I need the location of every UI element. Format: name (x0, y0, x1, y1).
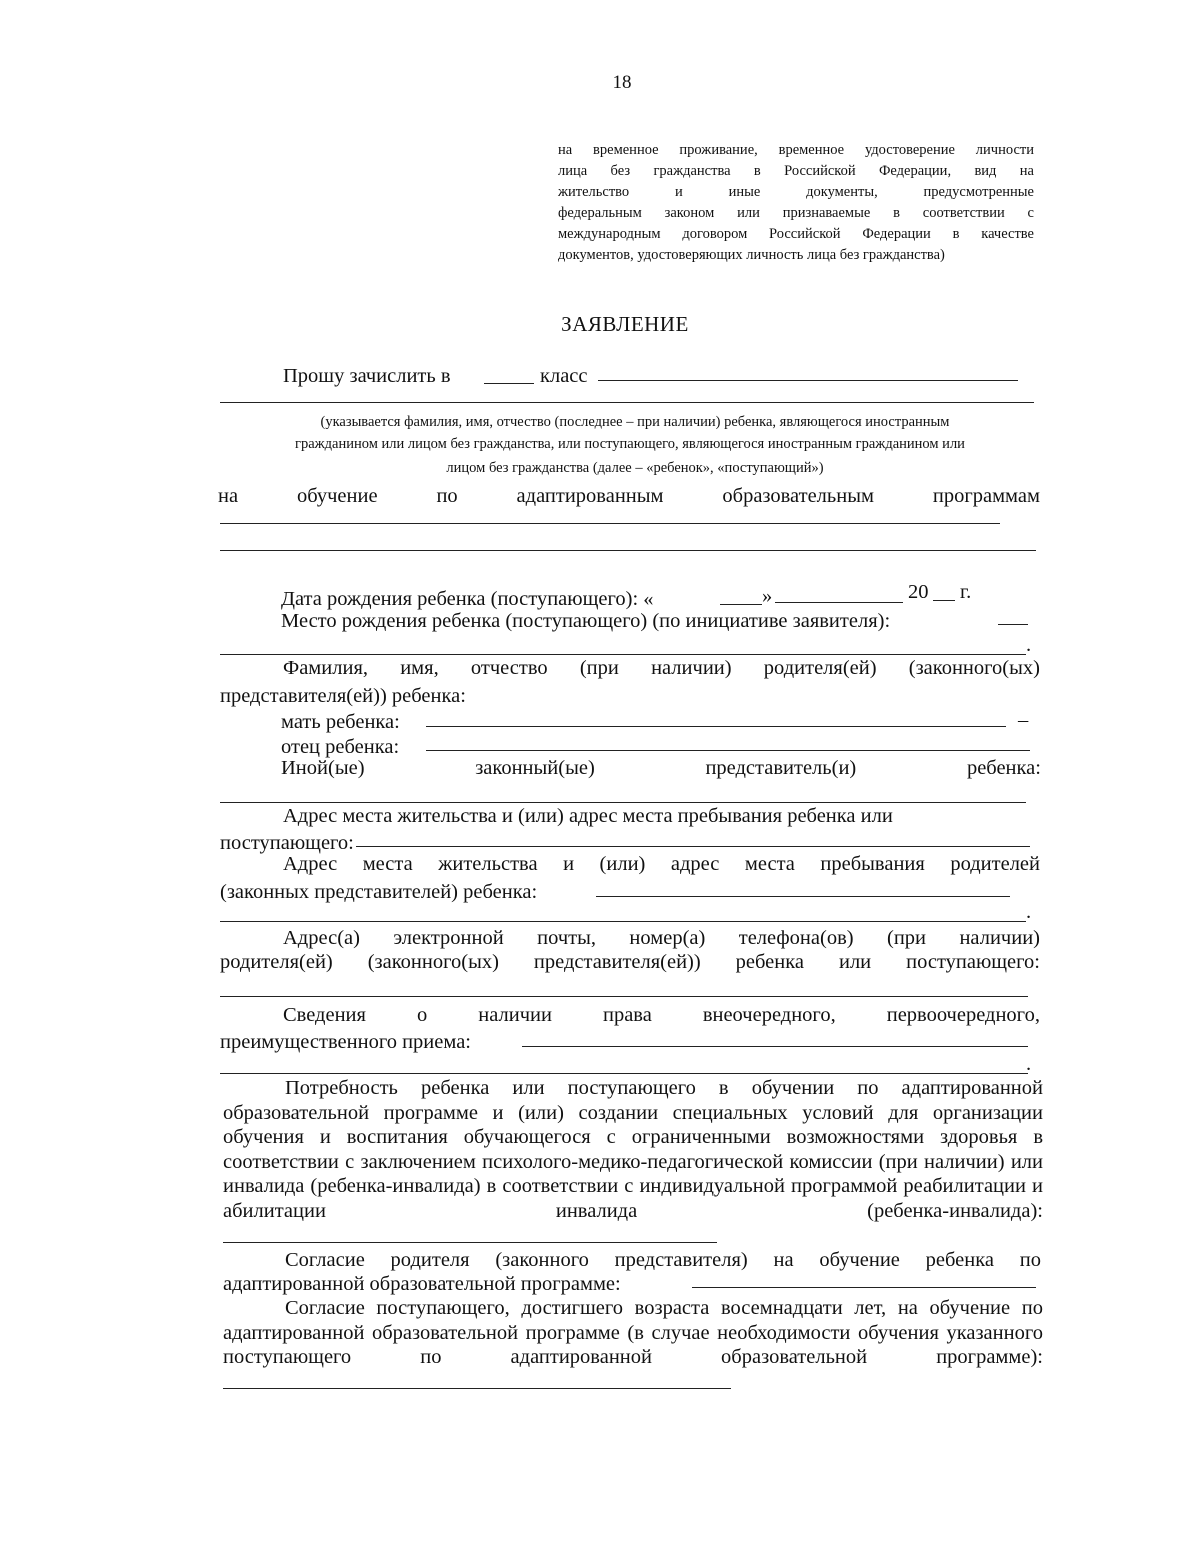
quote-close: » (762, 585, 773, 607)
birth-date-label: Дата рождения ребенка (поступающего): « (281, 588, 654, 610)
year-prefix: 20 (908, 581, 929, 603)
word: отчество (470, 657, 548, 679)
parents-heading (283, 656, 1040, 680)
other-representatives-label (281, 756, 1041, 780)
child-address-field[interactable] (356, 846, 1030, 847)
word: по (436, 485, 458, 507)
note-line: на временное проживание, временное удостоверение личности (558, 142, 1034, 158)
word: о (416, 1004, 428, 1026)
word: на (218, 485, 239, 507)
word: первоочередного, (886, 1004, 1040, 1026)
child-name-field[interactable] (220, 402, 1034, 403)
adult-consent-text: Согласие поступающего, достигшего возраста восемнадцати лет, на обучение по адаптированной образовательной программе (в случае необходимости обучения указанного поступающего по адаптированной образовательной программе): (223, 1297, 1043, 1369)
period: . (1026, 1053, 1032, 1075)
word: внеочередного, (702, 1004, 836, 1026)
class-number-field[interactable] (484, 383, 534, 384)
special-conditions-text: Потребность ребенка или поступающего в обучении по адаптированной образовательной программе и (или) создании специальных условий для организации обучения и воспитания обучающегося с ограниченными возможностями здоровья в соответствии с заключением психолого-медико-педагогической комиссии (при наличии) или инвалида (ребенка-инвалида) в соответствии с индивидуальной программой реабилитации и абилитации инвалида (ребенка-инвалида): (223, 1077, 1043, 1222)
page-number: 18 (612, 72, 632, 93)
birth-place-label: Место рождения ребенка (поступающего) (по инициативе заявителя): (281, 610, 891, 632)
contacts-label-continued: родителя(ей) (законного(ых) представителя(ей)) ребенка или поступающего: (220, 951, 1040, 973)
priority-label-continued: преимущественного приема: (220, 1031, 472, 1053)
word: Фамилия, (283, 657, 368, 679)
parent-consent-field[interactable] (692, 1287, 1036, 1288)
contacts-label: Адрес(а) электронной почты, номер(а) телефона(ов) (при наличии) (283, 927, 1040, 949)
training-program-line (218, 484, 1040, 508)
priority-field-continued[interactable] (220, 1073, 1028, 1074)
year-suffix: г. (960, 581, 972, 603)
father-label: отец ребенка: (281, 736, 400, 758)
dash: – (1018, 709, 1029, 731)
identity-document-note (558, 140, 1034, 266)
priority-label (283, 1003, 1040, 1027)
period: . (1026, 901, 1032, 923)
other-representatives-field[interactable] (220, 802, 1026, 803)
contacts-field[interactable] (220, 996, 1028, 997)
program-field-continued[interactable] (220, 550, 1036, 551)
child-name-hint: гражданином или лицом без гражданства, или поступающего, являющегося иностранным гражданином или (295, 436, 965, 452)
child-address-text: Адрес места жительства и (или) адрес места пребывания ребенка или (283, 805, 893, 827)
class-letter-field[interactable] (598, 380, 1018, 381)
adult-consent-paragraph (223, 1296, 1043, 1395)
word: ребенка: (966, 757, 1041, 779)
adult-consent-field[interactable] (223, 1370, 731, 1389)
priority-field[interactable] (522, 1046, 1028, 1047)
birth-place-field[interactable] (998, 624, 1028, 625)
note-line: документов, удостоверяющих личность лица без гражданства) (558, 247, 945, 263)
request-prefix: Прошу зачислить в (283, 365, 451, 387)
birth-place-field-continued[interactable] (220, 654, 1026, 655)
parents-address-field[interactable] (596, 896, 1010, 897)
word: Сведения (283, 1004, 366, 1026)
birth-month-field[interactable] (775, 602, 903, 603)
parents-address-field-continued[interactable] (220, 921, 1026, 922)
child-address-label-continued: поступающего: (220, 832, 354, 854)
special-conditions-paragraph (223, 1076, 1043, 1249)
word: законный(ые) (475, 757, 595, 779)
class-label: класс (540, 365, 588, 387)
word: программам (932, 485, 1040, 507)
program-field[interactable] (220, 523, 1000, 524)
parents-address-label-continued: (законных представителей) ребенка: (220, 881, 538, 903)
word: образовательным (722, 485, 874, 507)
note-line: лица без гражданства в Российской Федерации, вид на (558, 163, 1034, 179)
word: родителя(ей) (763, 657, 877, 679)
word: имя, (400, 657, 439, 679)
word: обучение (296, 485, 378, 507)
document-title: ЗАЯВЛЕНИЕ (561, 312, 689, 336)
word: представитель(и) (705, 757, 857, 779)
parents-heading-continued: представителя(ей)) ребенка: (220, 685, 466, 707)
birth-day-field[interactable] (720, 604, 762, 605)
word: Иной(ые) (281, 757, 365, 779)
parent-consent-label-continued: адаптированной образовательной программе: (223, 1273, 621, 1295)
child-name-hint: лицом без гражданства (далее – «ребенок», «поступающий») (446, 460, 824, 476)
note-line: федеральным законом или признаваемые в соответствии с (558, 205, 1034, 221)
mother-label: мать ребенка: (281, 711, 400, 733)
word: наличии) (651, 657, 732, 679)
child-name-hint: (указывается фамилия, имя, отчество (последнее – при наличии) ребенка, являющегося иностранным (320, 414, 950, 430)
special-conditions-field[interactable] (223, 1224, 717, 1243)
birth-year-field[interactable] (933, 600, 955, 601)
note-line: жительство и иные документы, предусмотренные (558, 184, 1034, 200)
period: . (1026, 634, 1032, 656)
father-field[interactable] (426, 750, 1030, 751)
word: (законного(ых) (908, 657, 1040, 679)
child-address-label (283, 804, 1040, 828)
parent-consent-label: Согласие родителя (законного представителя) на обучение ребенка по (285, 1249, 1041, 1271)
word: наличии (478, 1004, 552, 1026)
note-line: международным договором Российской Федерации в качестве (558, 226, 1034, 242)
parents-address-label: Адрес места жительства и (или) адрес места пребывания родителей (283, 853, 1040, 875)
word: адаптированным (516, 485, 664, 507)
word: права (602, 1004, 652, 1026)
word: (при (579, 657, 619, 679)
mother-field[interactable] (426, 726, 1006, 727)
